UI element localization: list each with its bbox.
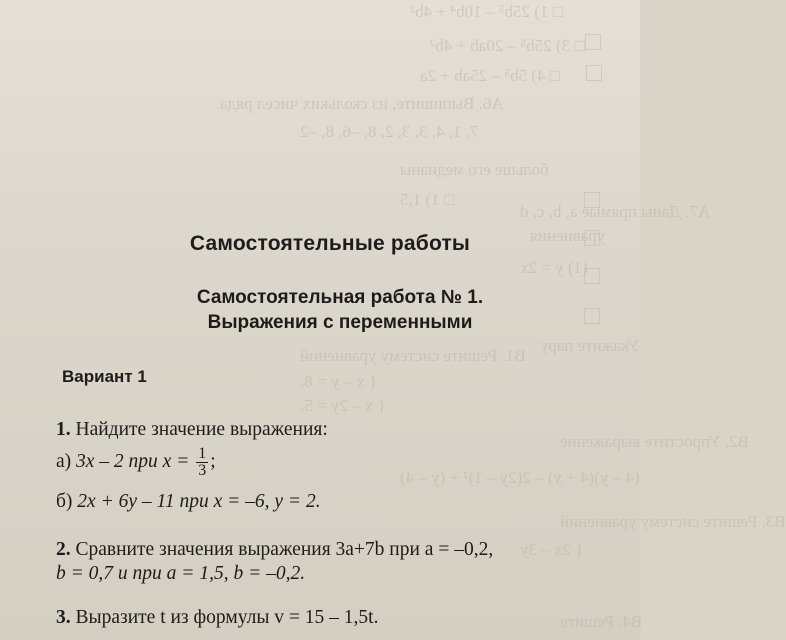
- work-title-line-1: Самостоятельная работа № 1.: [196, 287, 484, 308]
- bleed-through-checkbox: [585, 34, 601, 50]
- variant-heading: Вариант 1: [62, 367, 147, 386]
- bleed-through-text: 7, 1, 4, 3, 3, 2, 8, –6, 8, –2: [300, 122, 479, 141]
- fraction-denominator: 3: [198, 462, 207, 479]
- task-1-number: 1.: [56, 419, 71, 440]
- task-1-a-label: а): [56, 450, 72, 472]
- bleed-through-checkbox: [586, 65, 602, 81]
- bleed-through-text: уравнения: [530, 226, 606, 245]
- fraction-numerator: 1: [198, 445, 207, 462]
- bleed-through-text: В2. Упростите выражение: [560, 432, 750, 451]
- bleed-through-text: { 2x – 3y: [520, 540, 584, 559]
- bleed-through-text: { x – y = 8,: [300, 372, 378, 391]
- bleed-through-text: В1. Решите систему уравнений: [300, 346, 526, 365]
- bleed-through-text: □ 4) 5b⁵ – 25ab + 2a: [420, 66, 561, 85]
- bleed-through-text: □ 1) 1,5: [400, 190, 455, 209]
- section-title: Самостоятельные работы: [189, 232, 471, 255]
- task-2-line-1: [56, 538, 493, 562]
- bleed-through-text: (4 – y)(4 + y) – 2(2y – 1)² + (y – 4): [400, 468, 640, 487]
- task-3-text: Выразите t из формулы v = 15 – 1,5t.: [75, 607, 379, 628]
- bleed-through-checkbox: [584, 192, 600, 208]
- bleed-through-text: { x – 2y = 5.: [300, 396, 386, 415]
- task-1-text: Найдите значение выражения:: [75, 419, 328, 440]
- task-1-a-expression: 3x – 2 при x =: [76, 450, 190, 472]
- bleed-through-text: больше его медианы: [400, 160, 549, 179]
- bleed-through-text: □ 1) 25b⁵ – 10b⁴ + 4b²: [410, 2, 563, 21]
- task-3-number: 3.: [56, 607, 71, 628]
- task-2-line-2: [56, 562, 305, 586]
- task-1-heading: [56, 418, 328, 442]
- bleed-through-text: В4. Решите: [560, 612, 643, 631]
- task-2-number: 2.: [56, 539, 71, 560]
- task-2-text-line-2: b = 0,7 и при a = 1,5, b = –0,2.: [56, 563, 306, 584]
- task-1-part-a: [56, 446, 216, 479]
- task-1-part-b: [56, 490, 321, 514]
- work-title: [0, 285, 680, 335]
- bleed-through-text: А7. Даны прямые a, b, c, d: [520, 202, 711, 221]
- task-1-b-label: б): [56, 491, 73, 512]
- task-1-a-fraction: [196, 446, 208, 479]
- bleed-through-text: А6. Выпишите, из скольких чисел ряда: [220, 94, 504, 113]
- task-2-text-line-1: Сравните значения выражения 3a+7b при a = –0,2,: [75, 539, 494, 560]
- bleed-through-text: Укажите пару: [540, 336, 640, 355]
- task-1-b-expression: 2x + 6y – 11 при x = –6, y = 2.: [77, 491, 321, 512]
- bleed-through-checkbox: [584, 268, 600, 284]
- bleed-through-text: □ 3) 25b⁵ – 20ab + 4b²: [430, 36, 585, 55]
- work-title-line-2: Выражения с переменными: [207, 312, 473, 333]
- task-1-a-end: ;: [210, 450, 216, 472]
- bleed-through-text: (1) y = 2x: [520, 258, 588, 277]
- bleed-through-text: В3. Решите систему уравнений: [560, 512, 786, 531]
- task-3: [56, 606, 378, 630]
